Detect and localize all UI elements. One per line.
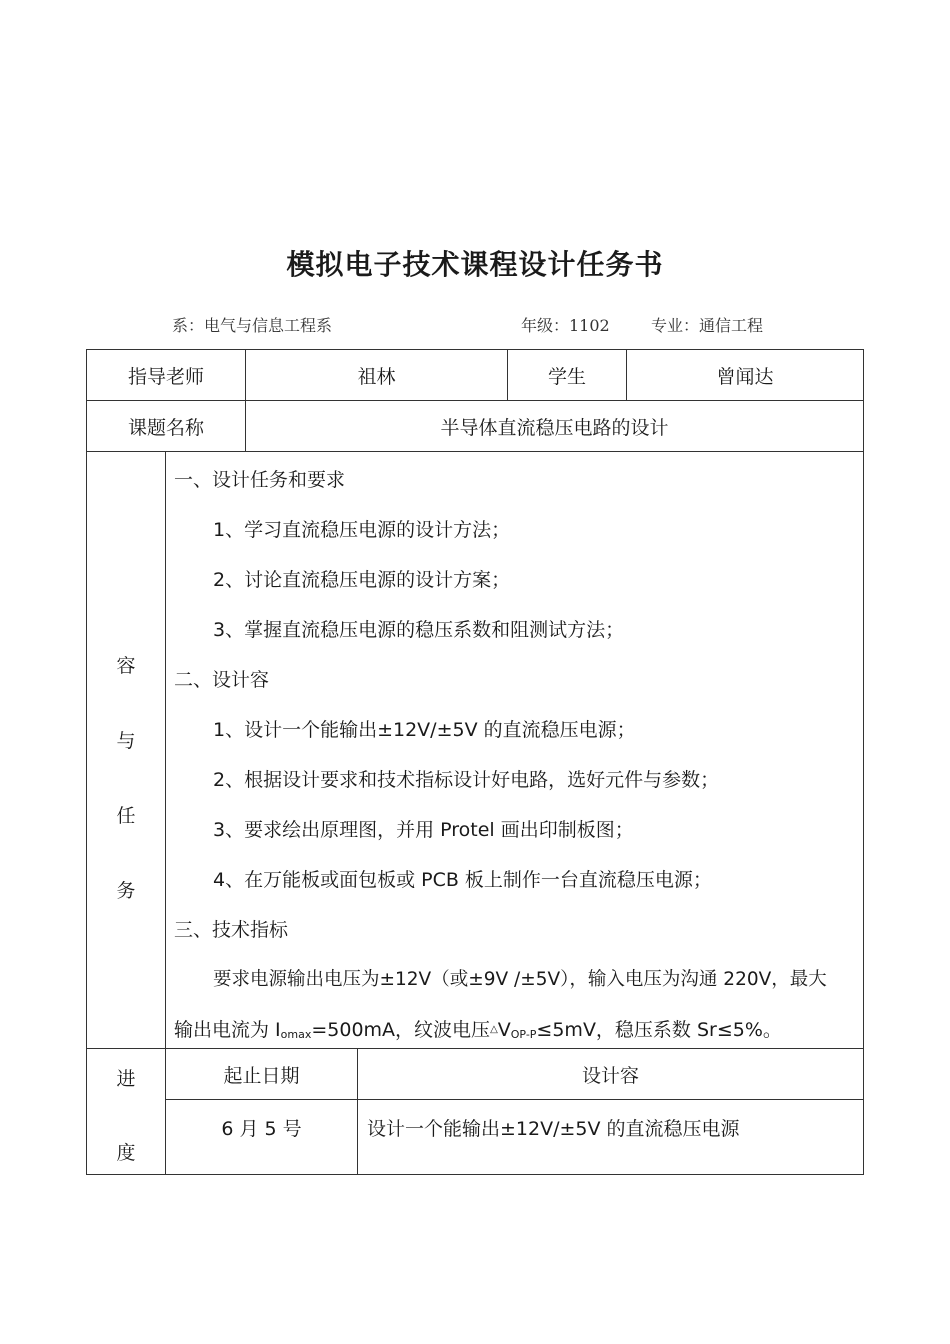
student-name: 曾闻达 [716, 365, 774, 388]
topic-name: 半导体直流稳压电路的设计 [440, 416, 669, 439]
spec-subscript: OP-P [510, 1028, 537, 1041]
topic-label: 课题名称 [127, 416, 204, 439]
advisor-name: 祖林 [357, 365, 396, 388]
list-item: 3、要求绘出原理图，并用 Protel 画出印制板图； [213, 819, 634, 841]
list-item: 1、学习直流稳压电源的设计方法； [213, 519, 511, 541]
date-header: 起止日期 [223, 1064, 300, 1087]
list-item: 4、在万能板或面包板或 PCB 板上制作一台直流稳压电源； [213, 869, 712, 891]
progress-content: 设计一个能输出±12V/±5V 的直流稳压电源 [367, 1118, 740, 1140]
list-item: 2、讨论直流稳压电源的设计方案； [213, 569, 511, 591]
progress-label-char: 进 [116, 1068, 136, 1090]
content-label-char: 任 [116, 805, 136, 827]
task-content-cell [165, 451, 864, 1049]
topic-cell [245, 400, 864, 452]
progress-date: 6 月 5 号 [221, 1118, 302, 1140]
spec-subscript: omax [280, 1028, 312, 1041]
topic-label-cell [86, 400, 246, 452]
section-heading: 二、设计容 [174, 669, 270, 691]
content-label-char: 务 [116, 880, 136, 902]
advisor-label-cell [86, 349, 246, 401]
table-row-content-cell [357, 1099, 864, 1175]
list-item: 3、掌握直流稳压电源的稳压系数和阻测试方法； [213, 619, 625, 641]
spec-text: V [497, 1019, 511, 1041]
content-header-cell [357, 1048, 864, 1100]
content-label-char: 容 [116, 655, 136, 677]
list-item: 1、设计一个能输出±12V/±5V 的直流稳压电源； [213, 719, 636, 741]
spec-text: ≤5mV，稳压系数 Sr≤5%。 [536, 1019, 782, 1041]
content-label-char: 与 [116, 730, 136, 752]
date-header-cell [165, 1048, 358, 1100]
student-label-cell [507, 349, 627, 401]
advisor-cell [245, 349, 508, 401]
spec-text-line: 要求电源输出电压为±12V（或±9V /±5V），输入电压为沟通 220V，最大 [213, 969, 827, 990]
list-item: 2、根据设计要求和技术指标设计好电路，选好元件与参数； [213, 769, 720, 791]
section-heading: 三、技术指标 [174, 919, 289, 941]
section-heading: 一、设计任务和要求 [174, 469, 346, 491]
grade-field: 年级：1102 [521, 316, 610, 335]
department-field: 系：电气与信息工程系 [172, 316, 333, 335]
progress-label-char: 度 [116, 1142, 136, 1164]
spec-text: 输出电流为 I [174, 1019, 281, 1041]
table-row-date-cell [165, 1099, 358, 1175]
student-label: 学生 [547, 365, 586, 388]
triangle-delta-icon: △ [490, 1024, 498, 1035]
student-cell [626, 349, 864, 401]
spec-text: =500mA，纹波电压 [311, 1019, 491, 1041]
content-header: 设计容 [581, 1064, 639, 1087]
advisor-label: 指导老师 [127, 365, 204, 388]
spec-text-line [174, 1015, 782, 1042]
major-field: 专业：通信工程 [651, 316, 764, 335]
document-title: 模拟电子技术课程设计任务书 [286, 248, 664, 281]
